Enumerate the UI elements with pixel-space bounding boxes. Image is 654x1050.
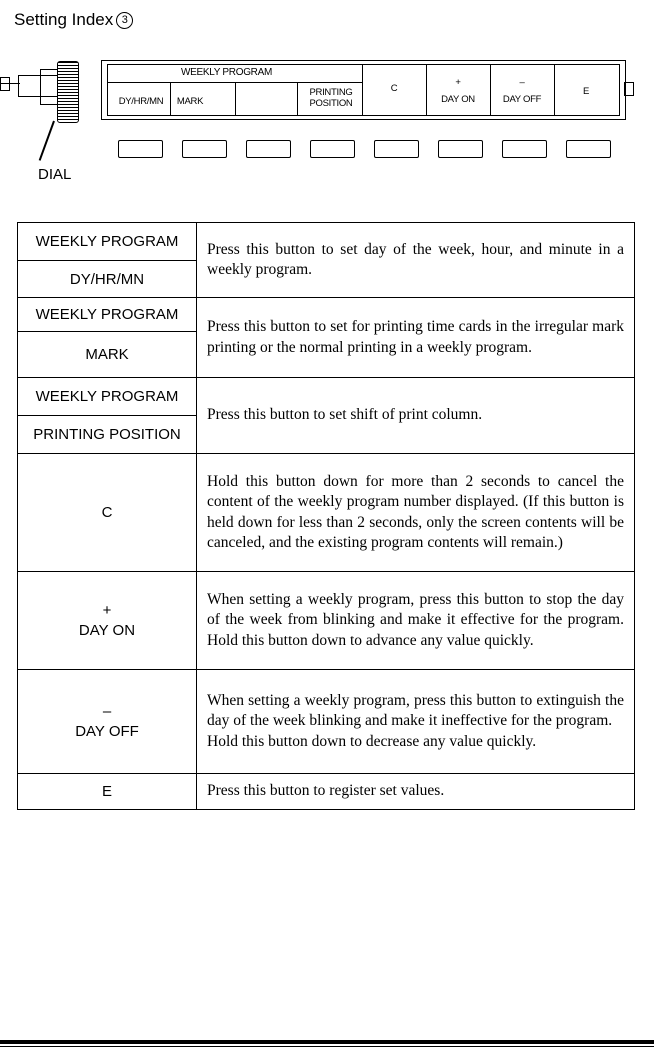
key-label-minus: –	[519, 77, 525, 88]
index-number-badge: 3	[116, 12, 133, 29]
dial-knob	[57, 61, 79, 123]
page-bottom-rule-thin	[0, 1046, 654, 1047]
page-title: Setting Index 3	[14, 10, 133, 30]
table-row	[18, 454, 635, 572]
divider	[297, 82, 298, 115]
button-dyhrmn[interactable]	[118, 140, 163, 158]
button-day-off[interactable]	[502, 140, 547, 158]
row-label: –	[102, 702, 112, 720]
key-label-dyhrmn: DY/HR/MN	[118, 96, 164, 107]
row-label-cell	[18, 670, 197, 774]
row-description: Press this button to set shift of print column.	[197, 378, 635, 454]
dial-label: DIAL	[38, 166, 72, 183]
row-label: WEEKLY PROGRAM	[35, 388, 179, 405]
row-label: WEEKLY PROGRAM	[35, 233, 179, 250]
key-label-e: E	[582, 86, 590, 97]
key-label-plus: +	[455, 77, 461, 88]
table-row	[18, 774, 635, 810]
table-row	[18, 298, 635, 378]
row-label-cell	[18, 298, 197, 378]
button-plus[interactable]	[374, 140, 419, 158]
key-label-day-on: DAY ON	[441, 94, 475, 105]
button-mark[interactable]	[182, 140, 227, 158]
button-c[interactable]	[310, 140, 355, 158]
row-description: When setting a weekly program, press this button to stop the day of the week from blinking and make it effective for the program. Hold this button down to advance any value quickly.	[197, 572, 635, 670]
row-label-cell	[18, 223, 197, 298]
row-label: +	[102, 601, 112, 619]
table-row	[18, 670, 635, 774]
row-description: When setting a weekly program, press this button to extinguish the day of the week blinking and make it ineffective for the program.	[207, 691, 624, 730]
key-label-printing-position: PRINTING POSITION	[309, 87, 353, 109]
dial-pointer-line	[39, 121, 55, 161]
row-label: E	[18, 774, 197, 810]
key-label-c: C	[390, 83, 398, 94]
row-label: C	[18, 454, 197, 572]
row-label: DY/HR/MN	[18, 260, 196, 297]
row-description: Press this button to set for printing time cards in the irregular mark printing or the normal printing in a weekly program.	[197, 298, 635, 378]
button-day-on[interactable]	[438, 140, 483, 158]
table-row	[18, 378, 635, 454]
key-panel	[101, 60, 626, 120]
divider	[235, 82, 236, 115]
row-label-cell	[18, 378, 197, 454]
lever-end	[0, 77, 10, 91]
row-label-cell	[18, 572, 197, 670]
row-label: DAY OFF	[75, 722, 139, 740]
row-label: WEEKLY PROGRAM	[35, 306, 179, 323]
key-label-day-off: DAY OFF	[502, 94, 542, 105]
button-e[interactable]	[566, 140, 611, 158]
table-row	[18, 572, 635, 670]
row-description: Press this button to register set values.	[197, 774, 635, 810]
row-label: PRINTING POSITION	[18, 415, 196, 453]
button-printing-position[interactable]	[246, 140, 291, 158]
page-bottom-rule	[0, 1040, 654, 1044]
row-label: MARK	[18, 331, 196, 377]
row-description: Hold this button down for more than 2 seconds to cancel the content of the weekly program number displayed. (If this button is held down for less than 2 seconds, only the screen contents will be canceled, and the existing program contents will remain.)	[197, 454, 635, 572]
key-panel-inner	[107, 64, 620, 116]
divider	[490, 65, 491, 115]
table-row	[18, 223, 635, 298]
key-label-mark: MARK	[176, 96, 204, 107]
button-function-table	[17, 222, 635, 810]
row-description-cell	[197, 670, 635, 774]
divider	[426, 65, 427, 115]
device-diagram	[0, 55, 654, 195]
row-label: DAY ON	[78, 621, 136, 639]
row-description: Hold this button down to decrease any value quickly.	[207, 732, 537, 750]
weekly-program-label: WEEKLY PROGRAM	[181, 67, 273, 78]
row-description: Press this button to set day of the week, hour, and minute in a weekly program.	[197, 223, 635, 298]
